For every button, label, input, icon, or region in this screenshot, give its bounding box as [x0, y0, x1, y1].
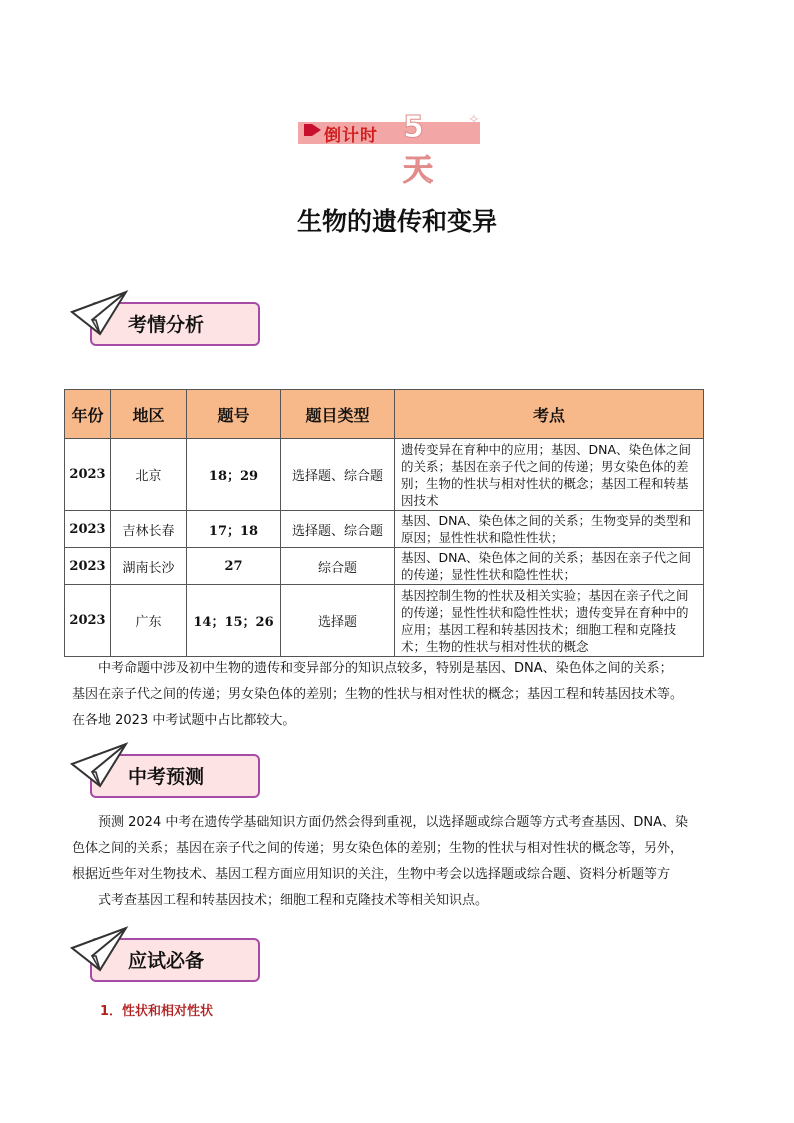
- forecast-line: 根据近些年对生物技术、基因工程方面应用知识的关注，生物中考会以选择题或综合题、资料分析题等方: [72, 867, 671, 882]
- cell-numbers: 14；15；26: [187, 585, 281, 657]
- cell-region: 吉林长春: [111, 511, 187, 548]
- table-row: [65, 439, 704, 511]
- section-header-forecast: [70, 746, 260, 794]
- cell-numbers: 27: [187, 548, 281, 585]
- header-year: 年份: [65, 390, 111, 439]
- cell-points: 基因、DNA、染色体之间的关系；生物变异的类型和原因；显性性状和隐性性状；: [395, 511, 704, 548]
- section-title: 中考预测: [128, 766, 205, 788]
- section-title: 考情分析: [128, 314, 205, 336]
- analysis-line: 基因在亲子代之间的传递；男女染色体的差别；生物的性状与相对性状的概念；基因工程和转基因技术等。: [72, 687, 684, 702]
- cell-type: 综合题: [281, 548, 395, 585]
- header-number: 题号: [187, 390, 281, 439]
- cell-type: 选择题、综合题: [281, 439, 395, 511]
- section-header-analysis: [70, 294, 260, 342]
- cell-type: 选择题、综合题: [281, 511, 395, 548]
- cell-year: 2023: [65, 439, 111, 511]
- paper-plane-icon: [70, 926, 130, 976]
- section-header-essentials: [70, 930, 260, 978]
- cell-numbers: 18；29: [187, 439, 281, 511]
- section-title: 应试必备: [128, 950, 205, 972]
- header-points: 考点: [395, 390, 704, 439]
- cell-type: 选择题: [281, 585, 395, 657]
- flag-icon: [304, 124, 312, 136]
- table-row: [65, 511, 704, 548]
- cell-points: 基因控制生物的性状及相关实验；基因在亲子代之间的传递；显性性状和隐性性状；遗传变异在育种中的应用；基因工程和转基因技术；细胞工程和克隆技术；生物的性状与相对性状的概念: [395, 585, 704, 657]
- flag-tip-icon: [312, 124, 321, 136]
- cell-region: 北京: [111, 439, 187, 511]
- forecast-line: 式考查基因工程和转基因技术；细胞工程和克隆技术等相关知识点。: [98, 893, 489, 908]
- paper-plane-icon: [70, 290, 130, 340]
- sparkle-icon: ✧: [468, 112, 480, 128]
- cell-points: 遗传变异在育种中的应用；基因、DNA、染色体之间的关系；基因在亲子代之间的传递；男女染色体的差别；生物的性状与相对性状的概念；基因工程和转基因技术: [395, 439, 704, 511]
- countdown-banner: [298, 110, 480, 188]
- analysis-line: 中考命题中涉及初中生物的遗传和变异部分的知识点较多，特别是基因、DNA、染色体之间的关系；: [98, 661, 673, 676]
- paper-plane-icon: [70, 742, 130, 792]
- table-row: [65, 548, 704, 585]
- cell-region: 广东: [111, 585, 187, 657]
- exam-table: [64, 389, 704, 657]
- table-row: [65, 585, 704, 657]
- subsection-heading: 1．性状和相对性状: [100, 1004, 214, 1019]
- page-title: 生物的遗传和变异: [296, 207, 497, 236]
- cell-points: 基因、DNA、染色体之间的关系；基因在亲子代之间的传递；显性性状和隐性性状；: [395, 548, 704, 585]
- cell-region: 湖南长沙: [111, 548, 187, 585]
- cell-year: 2023: [65, 548, 111, 585]
- analysis-line: 在各地 2023 中考试题中占比都较大。: [72, 713, 296, 728]
- cell-year: 2023: [65, 511, 111, 548]
- countdown-number: 5 天: [403, 110, 439, 188]
- forecast-paragraph: [72, 810, 734, 914]
- analysis-paragraph: [72, 656, 734, 734]
- cell-year: 2023: [65, 585, 111, 657]
- header-type: 题目类型: [281, 390, 395, 439]
- forecast-line: 色体之间的关系；基因在亲子代之间的传递；男女染色体的差别；生物的性状与相对性状的概念等，另外，: [72, 841, 684, 856]
- table-header-row: [65, 390, 704, 439]
- forecast-line: 预测 2024 中考在遗传学基础知识方面仍然会得到重视，以选择题或综合题等方式考查基因、DNA、染: [98, 815, 688, 830]
- cell-numbers: 17；18: [187, 511, 281, 548]
- header-region: 地区: [111, 390, 187, 439]
- countdown-label: 倒计时: [324, 126, 378, 146]
